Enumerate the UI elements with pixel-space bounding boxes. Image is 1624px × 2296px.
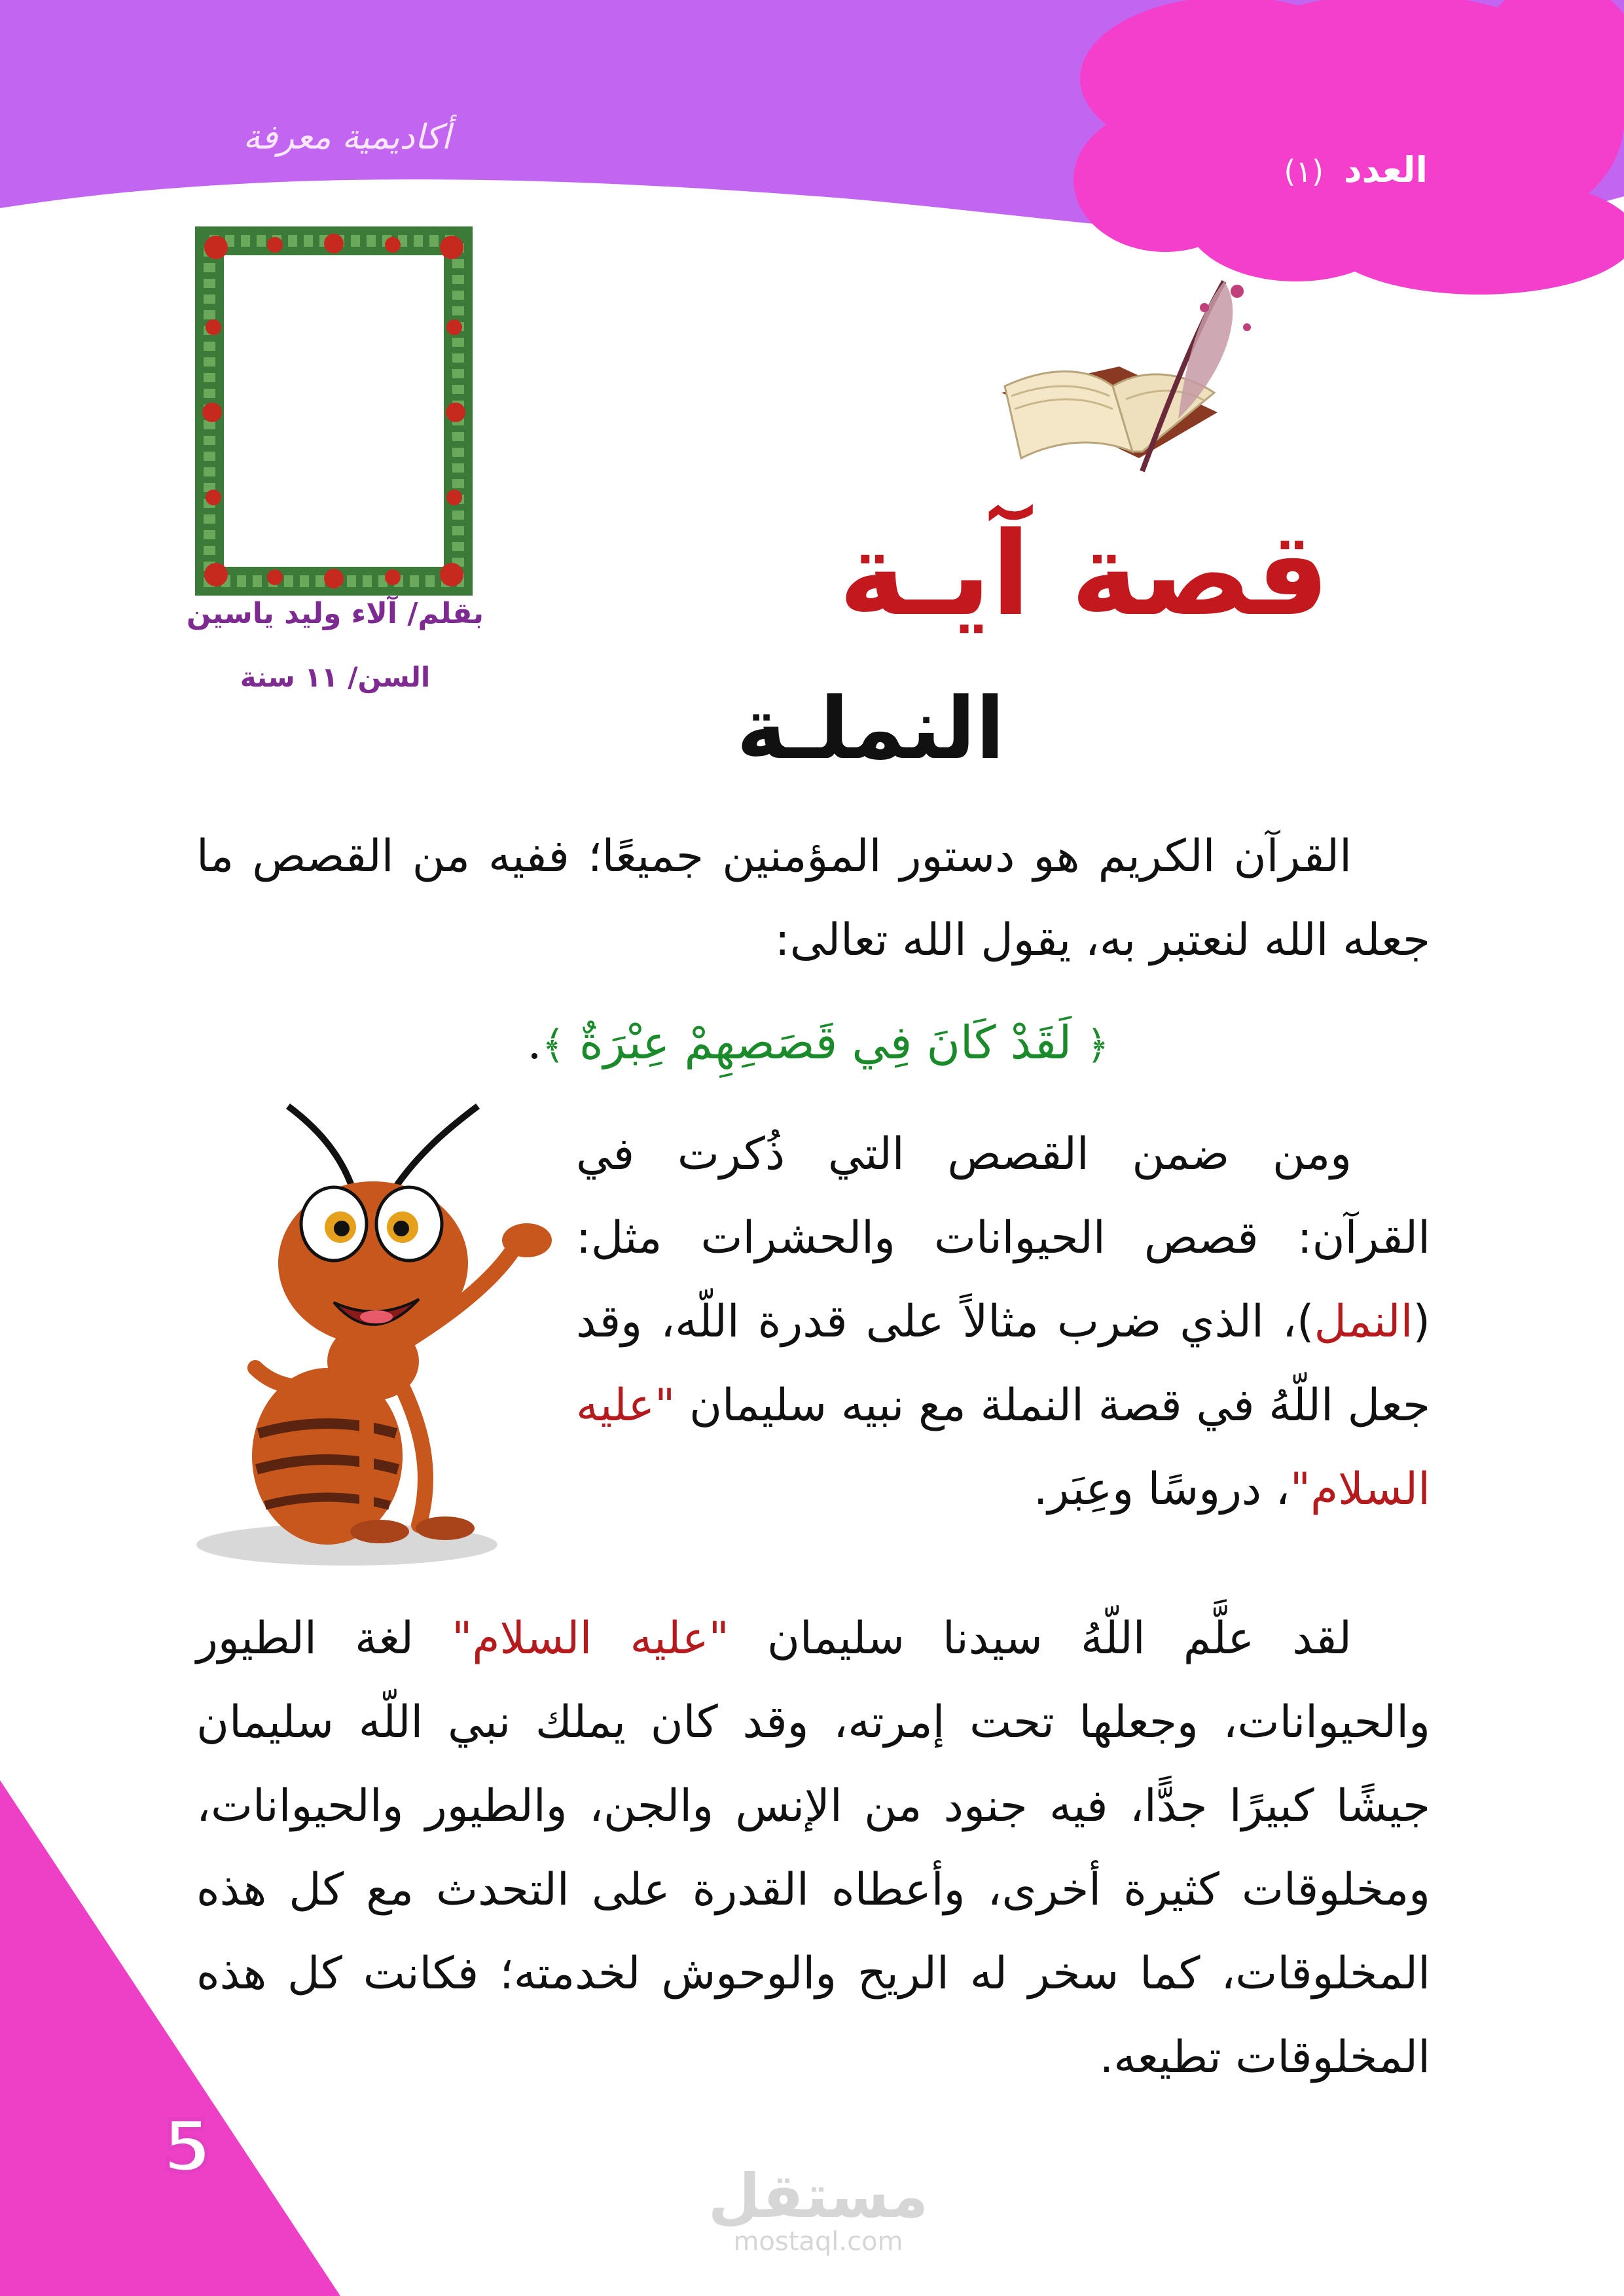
issue-label-text: العدد [1343,149,1428,190]
highlight-peace-2: "عليه السلام" [452,1613,729,1664]
author-age: السن/ ١١ سنة [240,661,431,693]
paragraph-2-part-1: ومن ضمن القصص التي ذُكرت في القرآن: قصص الحيوانات والحشرات مثل: ( [576,1128,1430,1348]
subject-title: النملـة [736,679,1005,778]
academy-name: أكاديمية معرفة [243,118,451,157]
verse-open-bracket: ﴿ [1086,1022,1110,1068]
paragraph-2-part-2: )، الذي ضرب مثالاً على قدرة اللّه، وقد جعل اللّهُ في قصة النملة مع نبيه سليمان [576,1296,1430,1431]
pine-frame-icon [202,234,465,588]
page-number: 5 [162,2106,212,2188]
paragraph-ant-story [576,1113,1430,1532]
verse-end-dot: . [527,1016,542,1069]
highlight-peace-1: "عليه السلام" [576,1380,1430,1515]
verse-close-bracket: ﴾ [541,1022,565,1068]
quran-verse [484,1016,1152,1069]
watermark-logo [707,2161,929,2257]
issue-cloud [1074,0,1624,295]
verse-text: لَقَدْ كَانَ فِي قَصَصِهِمْ عِبْرَةٌ [579,1016,1072,1069]
watermark-main: مستقل [708,2161,929,2231]
watermark-url: mostaql.com [733,2227,903,2257]
ant-illustration-icon [196,1106,552,1566]
paragraph-solomon [196,1597,1430,2100]
author-byline: بقلم/ آلاء وليد ياسين [186,597,484,630]
story-title: قصة آيـة [839,507,1329,641]
book-quill-icon [1001,281,1251,471]
issue-number: (١) [1284,154,1324,189]
paragraph-2-part-3: ، دروسًا وعِبَر. [1033,1463,1290,1515]
paragraph-3-part-1: لقد علَّم اللّهُ سيدنا سليمان [729,1613,1352,1664]
highlight-ant: النمل [1314,1296,1413,1348]
issue-label [1284,149,1428,190]
paragraph-intro: القرآن الكريم هو دستور المؤمنين جميعًا؛ ففيه من القصص ما جعله الله لنعتبر به، يقول الله تعالى: [196,831,1430,966]
paragraph-3-part-2: لغة الطيور والحيوانات، وجعلها تحت إمرته، وقد كان يملك نبي اللّه سليمان جيشًا كبيرًا جدًّا، فيه جنود من الإنس والجن، والطيور والحيوانات، ومخلوقات كثيرة أخرى، وأعطاه القدرة على التحدث مع كل هذه المخلوقات، كما سخر له الريح والوحوش لخدمته؛ فكانت كل هذه المخلوقات تطيعه. [196,1613,1430,2083]
